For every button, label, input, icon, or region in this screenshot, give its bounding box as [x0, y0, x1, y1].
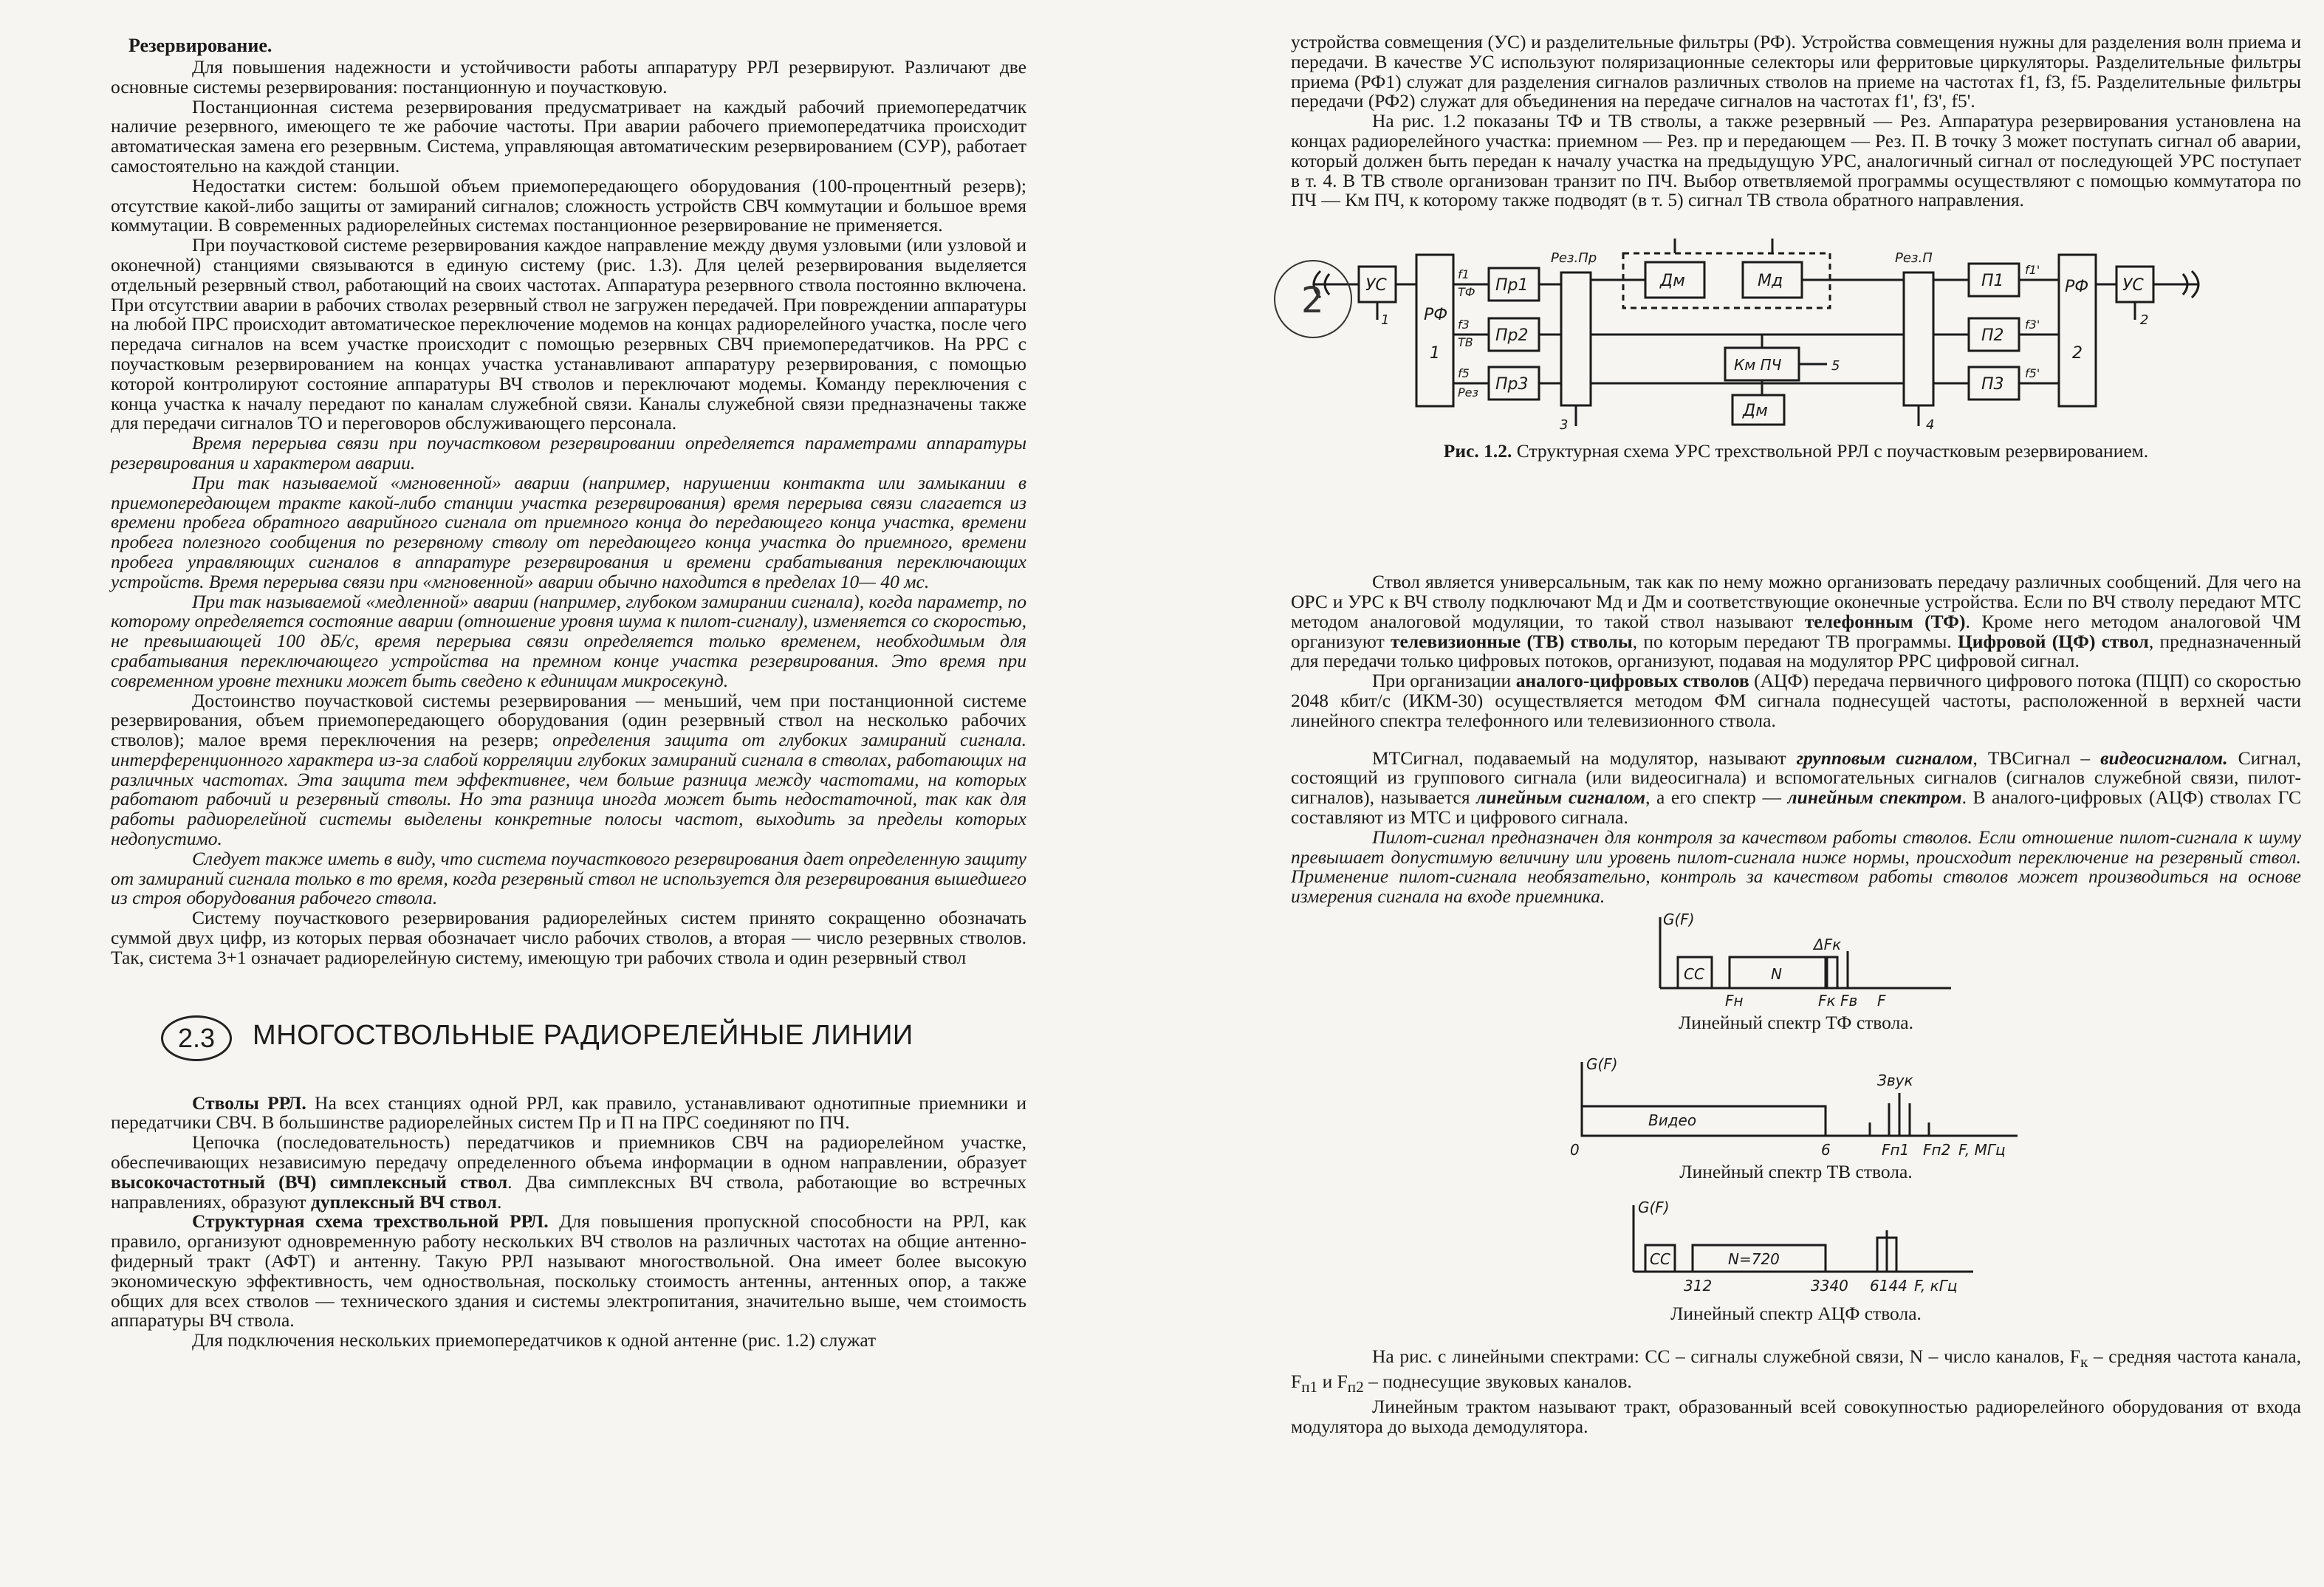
paragraph [1291, 749, 2301, 828]
tick-label: Fп1 [1882, 1140, 1910, 1159]
block-label: Км ПЧ [1734, 356, 1782, 374]
subscript: п2 [1347, 1377, 1364, 1396]
paragraph [1291, 572, 2301, 671]
subscript: п1 [1301, 1377, 1318, 1396]
band-label: СС [1684, 964, 1704, 983]
handwritten-mark [1269, 255, 1357, 343]
paragraph [111, 1212, 1026, 1331]
text-run: – поднесущие звуковых каналов. [1363, 1370, 1632, 1392]
text-run: На всех станциях одной РРЛ, как правило, устанавливают однотипные приемники и передатчики СВЧ. В большинстве радиорелейных систем Пр и П на ПРС соединяют по ПЧ. [111, 1091, 1026, 1134]
text-run: определения защита от глубоких замираний сигнала. интерференционного характера из-за слабой корреляции глубоких замираний сигнала в стволах, работающих на различных частотах. Эта защита тем эффективнее, чем больше разница между частотами, на которых работают рабочий и резервный стволы. Но эта разница иногда может быть недостаточной, так как для работы радиорелейной системы выделены конкретные полосы частот, выходить за пределы которых недопустимо. [111, 729, 1026, 850]
paragraph: При так называемой «медленной» аварии (например, глубоком замирании сигнала), когда параметр, по которому определяется состояние аварии (отношение уровня шума к пилот-сигналу), изменяется со скоростью, не превышающей 100 дБ/с, время перерыва связи определяется только временем, необходимым для срабатывания переключающего устройства на премном конце участка резервирования. Это время при современном уровне техники может быть сведено к единицам микросекунд. [111, 590, 1026, 691]
block-label: П1 [1981, 272, 2004, 291]
tick-label: 312 [1684, 1276, 1713, 1295]
text-run: Цепочка (последовательность) передатчиков и приемников СВЧ на радиорелейном участке, обеспечивающих независимую передачу определенного объема информации в одном направлении, образует [111, 1131, 1026, 1173]
tick-label: F, МГц [1958, 1140, 2006, 1159]
text-run: Линейным трактом [1372, 1395, 1531, 1417]
paragraph: Недостатки систем: большой объем приемопередающего оборудования (100-процентный резерв); отсутствие какой-либо защиты от замираний сигналов; сложность устройств СВЧ коммутации и большое время коммутации. В современных радиорелейных системах постанционное резервирование не применяется. [111, 174, 1026, 236]
text-run: При организации [1372, 670, 1516, 692]
text-run: , а его спектр — [1645, 786, 1788, 809]
term: телефонным (ТФ) [1804, 610, 1966, 632]
paragraph: Систему поучасткового резервирования радиорелейных систем принято сокращенно обозначать суммой двух цифр, из которых первая обозначает число рабочих стволов, а вторая — число резервных стволов. Так, система 3+1 означает радиорелейную систему, имеющую три рабочих ствола и один резервный ствол [111, 907, 1026, 968]
paragraph: При поучастковой системе резервирования каждое направление между двумя узловыми (или узловой и оконечной) станциями связываются в единую систему (рис. 1.3). Для целей резервирования выделяется отдельный резервный ствол, работающий на своих частотах. Аппаратура резервного ствола постоянно включена. При отсутствии аварии в рабочих стволах резервный ствол не загружен передачей. При повреждении аппаратуры на любой ПРС происходит автоматическое переключение модемов на концах радиорелейного участка, после чего передача сигналов на всем участке происходит с помощью резервных СВЧ приемопередатчиков. На РРС с поучастковым резервированием на концах участка устанавливают аппаратуру резервирования, с помощью которой контролируют состояние аппаратуры ВЧ стволов и переключают модемы. Команду переключения с конца участка к началу передают по каналам служебной связи. Каналы служебной связи предназначены также для передачи сигналов ТО и переговоров обслуживающего персонала. [111, 234, 1026, 434]
run-in-heading: Стволы РРЛ. [192, 1091, 306, 1114]
tick-label: 6 [1821, 1140, 1831, 1159]
caption-number: Рис. 1.2. [1443, 440, 1512, 462]
block-label: Пр1 [1495, 276, 1529, 295]
point-label: 3 [1560, 417, 1569, 433]
figure-caption [1291, 440, 2301, 462]
block-label: Мд [1758, 272, 1783, 291]
block-label: П2 [1981, 326, 2004, 346]
block-label: РФ [2065, 278, 2089, 297]
heading-reservation: Резервирование. [128, 35, 272, 56]
block-label: УС [2122, 276, 2144, 295]
tick-label: 3340 [1811, 1276, 1848, 1295]
text-run: . Два симплексных ВЧ ствола, работающие во встречных направлениях, образуют [111, 1170, 1026, 1213]
freq-label: f1 [1458, 267, 1470, 282]
tick-label: Fв [1840, 991, 1858, 1010]
text-run: МТСигнал, подаваемый на модулятор, называют [1372, 747, 1797, 769]
spectrum-tv [1291, 1049, 2301, 1183]
point-label: 2 [2140, 312, 2149, 329]
band-label: СС [1650, 1250, 1670, 1268]
paragraph: Время перерыва связи при поучастковом резервировании определяется параметрами аппаратуры резервирования и характером аварии. [111, 432, 1026, 473]
band-label: ΔFк [1814, 935, 1842, 953]
block-label: Пр3 [1495, 375, 1529, 394]
block-label: 2 [2072, 344, 2083, 363]
caption-text: Структурная схема УРС трехствольной РРЛ с поучастковым резервированием. [1512, 440, 2149, 462]
paragraph [111, 1091, 1026, 1134]
text-run: называют тракт, образованный всей совокупностью радиорелейного оборудования от входа модулятора до выхода демодулятора. [1291, 1395, 2301, 1437]
paragraph: При так называемой «мгновенной» аварии (например, нарушении контакта или замыкании в приемопередающем тракте какой-либо станции участка резервирования) время перерыва связи слагается из времени пробега обратного аварийного сигнала от приемного конца до передающего конца участка, времени пробега полезного сообщения по резервному стволу от передающего конца участка до приемного, времени пробега управляющих сигналов в аппаратуре резервирования и времени срабатывания переключающих устройств. Время перерыва связи при «мгновенной» аварии обычно находится в пределах 10— 40 мс. [111, 471, 1026, 592]
text-run: Для повышения пропускной способности на РРЛ, как правило, организуют одновременную работу нескольких ВЧ стволов на различных частотах на общие антенно-фидерный тракт (АФТ) и антенну. Такую РРЛ называют многоствольной. Она имеет более высокую экономическую эффективность, чем одноствольная, поскольку стоимость антенны, антенных опор, а также общих для всех стволов — технического здания и системы электропитания, значительно выше, чем стоимость аппаратуры ВЧ ствола. [111, 1210, 1026, 1331]
point-label: 4 [1926, 417, 1935, 433]
term: аналого-цифровых стволов [1515, 670, 1749, 692]
tick-label: Fн [1725, 991, 1744, 1010]
block-label: УС [1365, 276, 1387, 295]
text-run: Ствол является универсальным, так как по нему можно организовать передачу различных сообщений. Для чего на ОРС и УРС к ВЧ стволу подключают Мд и Дм и соответствующие оконечные устройства. Если по ВЧ стволу передают МТС методом аналоговой модуляции, то такой ствол называют [1291, 571, 2301, 632]
block-label: П3 [1981, 375, 2004, 394]
paragraph [1291, 671, 2301, 730]
spectrum-caption: Линейный спектр ТВ ствола. [1679, 1160, 1913, 1182]
block-label: Рез.Пр [1551, 250, 1597, 267]
paragraph: Следует также иметь в виду, что система поучасткового резервирования дает определенную защиту от замираний сигнала только в то время, когда резервный ствол не используется для резервирования вышедшего из строя оборудования рабочего ствола. [111, 847, 1026, 909]
term: видеосигналом. [2100, 747, 2228, 769]
paragraph [111, 691, 1026, 849]
tick-label: 6144 [1870, 1276, 1907, 1295]
block-label: Дм [1660, 272, 1685, 291]
freq-label: f3' [2025, 318, 2040, 332]
margin-mark: 2 [1301, 280, 1324, 322]
tick-label: Fк [1818, 991, 1836, 1010]
point-label: 5 [1831, 358, 1840, 374]
band-label: N [1771, 964, 1782, 983]
spectrum-caption: Линейный спектр АЦФ ствола. [1670, 1302, 1922, 1324]
tick-label: F, кГц [1914, 1276, 1958, 1295]
block-label: РФ [1424, 306, 1448, 325]
run-in-heading: Структурная схема трехствольной РРЛ. [192, 1210, 549, 1233]
freq-label: f3 [1458, 318, 1470, 332]
channel-label: ТФ [1458, 285, 1475, 300]
paragraph [1291, 1397, 2301, 1437]
axis-label: G(F) [1638, 1198, 1670, 1216]
term: линейным спектром [1787, 786, 1962, 809]
text-run: , по которым передают ТВ программы. [1632, 630, 1958, 652]
channel-label: ТВ [1458, 335, 1473, 350]
block-label: Рез.П [1895, 250, 1933, 267]
term: групповым сигналом [1796, 747, 1973, 769]
paragraph: Пилот-сигнал предназначен для контроля за качеством работы стволов. Если отношение пилот-сигнала к шуму превышает допустимую величину или уровень пилот-сигнала ниже нормы, происходит переключение на резервный ствол. Применение пилот-сигнала необязательно, контроль за качеством работы стволов может производиться на основе измерения сигнала на входе приемника. [1291, 826, 2301, 908]
tick-label: F [1877, 991, 1886, 1010]
spectrum-caption: Линейный спектр ТФ ствола. [1679, 1011, 1913, 1033]
term: дуплексный ВЧ ствол [310, 1190, 497, 1213]
block-diagram-figure [1291, 233, 2301, 558]
paragraph: Для повышения надежности и устойчивости работы аппаратуру РРЛ резервируют. Различают две основные системы резервирования: постанционную и поучастковую. [111, 56, 1026, 97]
text-run: и F [1317, 1370, 1348, 1392]
block-label: Пр2 [1495, 326, 1529, 346]
text-run: . [496, 1190, 502, 1213]
paragraph: Постанционная система резервирования предусматривает на каждый рабочий приемопередатчик наличие резервного, имеющего те же рабочие частоты. При аварии рабочего приемопередатчика происходит автоматическая замена его резервным. Система, управляющая автоматическим резервированием (СУР), работает самостоятельно на каждой станции. [111, 95, 1026, 176]
text-run: – средняя частота канала, F [1291, 1345, 2301, 1392]
band-label: Звук [1877, 1071, 1913, 1089]
section-title [161, 1012, 1026, 1064]
axis-label: G(F) [1663, 910, 1695, 928]
text-run: . Кроме него методом аналоговой ЧМ организуют [1291, 610, 2302, 652]
band-label: N=720 [1728, 1250, 1780, 1268]
section-number: 2.3 [161, 1015, 232, 1061]
paragraph [111, 1133, 1026, 1212]
text-run: , ТВСигнал – [1972, 747, 2101, 769]
freq-label: f1' [2025, 263, 2040, 278]
right-column [1291, 0, 2301, 1436]
term: высокочастотный (ВЧ) симплексный ствол [111, 1170, 508, 1193]
term: телевизионные (ТВ) стволы [1390, 630, 1633, 652]
rf-left-box [1416, 255, 1453, 406]
point-label: 1 [1381, 312, 1390, 329]
block-diagram [1291, 233, 2301, 432]
term: линейным сигналом [1476, 786, 1646, 809]
paragraph: Для подключения нескольких приемопередатчиков к одной антенне (рис. 1.2) служат [192, 1329, 877, 1351]
subscript: к [2080, 1353, 2088, 1371]
spectrum-tf [1291, 907, 2301, 1034]
freq-label: f5' [2025, 366, 2040, 381]
section-title-text: МНОГОСТВОЛЬНЫЕ РАДИОРЕЛЕЙНЫЕ ЛИНИИ [253, 1019, 914, 1051]
block-label: Дм [1743, 402, 1768, 421]
text-run: На рис. с линейными спектрами: СС – сигналы служебной связи, N – число каналов, F [1372, 1345, 2080, 1367]
paragraph: На рис. 1.2 показаны ТФ и ТВ стволы, а также резервный — Рез. Аппаратура резервирования установлена на концах радиорелейного участка: приемном — Рез. пр и передающем — Рез. П. В точку 3 может поступать сигнал об аварии, который должен быть передан к началу участка на предыдущую УРС, аналогичный сигнал от последующей УРС поступает в т. 4. В ТВ стволе организован транзит по ПЧ. Выбор ответвляемой программы осуществляют с помощью коммутатора по ПЧ — Км ПЧ, к которому также подводят (в т. 5) сигнал ТВ ствола обратного направления. [1291, 110, 2301, 211]
tick-label: 0 [1570, 1140, 1580, 1159]
term: Цифровой (ЦФ) ствол [1957, 630, 2149, 652]
text-run: Достоинство поучастковой системы резервирования — меньший, чем при постанционной системе резервирования, объем приемопередающего оборудования (один резервный ствол на несколько рабочих стволов); малое время переключения на резерв; [111, 689, 1026, 751]
band-label: Видео [1648, 1111, 1697, 1129]
paragraph: устройства совмещения (УС) и разделительные фильтры (РФ). Устройства совмещения нужны для разделения волн приема и передачи. В качестве УС используют поляризационные селекторы или ферритовые циркуляторы. Разделительные фильтры приема (РФ1) служат для разделения сигналов различных стволов на приеме на частотах f1, f3, f5. Разделительные фильтры передачи (РФ2) служат для объединения на передаче сигналов на частотах f1', f3', f5'. [1291, 31, 2301, 112]
tick-label: Fп2 [1923, 1140, 1951, 1159]
axis-label: G(F) [1586, 1055, 1618, 1073]
block-label: 1 [1430, 344, 1440, 363]
channel-label: Рез [1458, 385, 1478, 400]
freq-label: f5 [1458, 366, 1470, 381]
text-run: . В аналого-цифровых (АЦФ) стволах ГС составляют из МТС и цифрового сигнала. [1291, 786, 2301, 828]
spectrum-acf [1291, 1198, 2301, 1325]
paragraph [1291, 1347, 2301, 1397]
text-run: , предназначенный для передачи только цифровых потоков, организуют, подавая на модулятор РРС цифровой сигнал. [1291, 630, 2302, 672]
text-run: (АЦФ) передача первичного цифрового потока (ПЦП) со скоростью 2048 кбит/с (ИКМ-30) осуществляется методом ФМ сигнала поднесущей частоты, расположенной в верхней части линейного спектра телефонного или телевизионного ствола. [1291, 670, 2301, 731]
text-run: Сигнал, состоящий из группового сигнала (или видеосигнала) и вспомогательных сигналов (сигналов служебной связи, пилот-сигналов), называется [1291, 747, 2302, 809]
left-column [111, 0, 1026, 1351]
